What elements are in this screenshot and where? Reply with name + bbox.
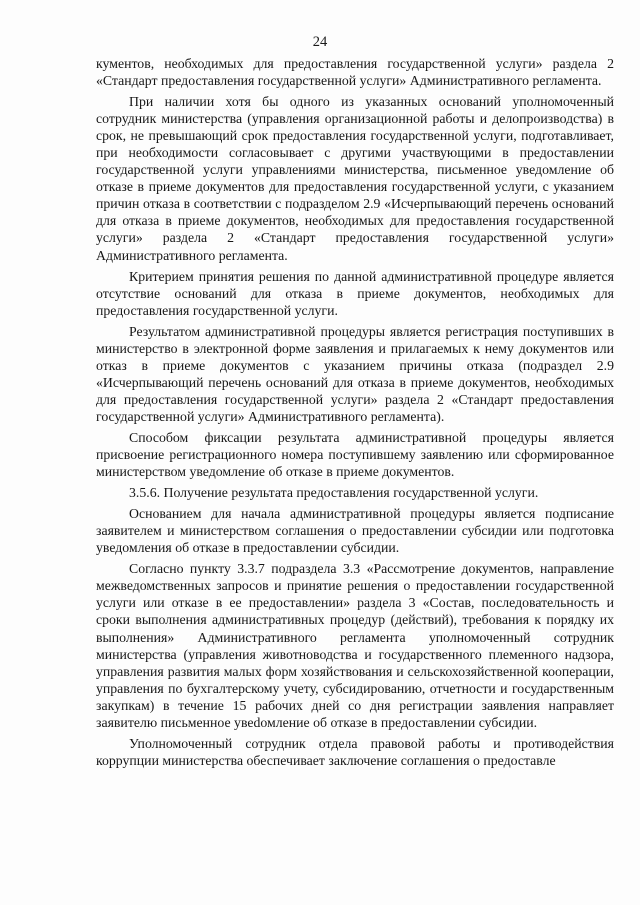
paragraph-refusal-grounds: При наличии хотя бы одного из указанных оснований уполномоченный сотрудник министерства (управления организационной работы и делопроизводства) в срок, не превышающий срок предоставления государственной услуги, подготавливает, при необходимости согласовывает с другими участвующими в предоставлении государственной услуги управлениями министерства, письменное уведомление об отказе в приеме документов для предоставления государственной услуги, с указанием причин отказа в соответствии с подразделом 2.9 «Исчерпывающий перечень оснований для отказа в приеме документов, необходимых для предоставления государственной услуги» раздела 2 «Стандарт предоставления государственной услуги» Административного регламента. [96,94,614,263]
document-body [96,55,614,773]
paragraph-continuation: кументов, необходимых для предоставления государственной услуги» раздела 2 «Стандарт предоставления государственной услуги» Административного регламента. [96,56,614,89]
paragraph-clause-reference: Согласно пункту 3.3.7 подраздела 3.3 «Рассмотрение документов, направление межведомственных запросов и принятие решения о предоставлении государственной услуги или отказе в ее предоставлении» раздела 3 «Состав, последовательность и сроки выполнения административных процедур (действий), требования к порядку их выполнения» Административного регламента уполномоченный сотрудник министерства (управления животноводства и государственного племенного надзора, управления развития малых форм хозяйствования и сельскохозяйственной кооперации, управления по бухгалтерскому учету, субсидированию, отчетности и государственным закупкам) в течение 15 рабочих дней со дня регистрации заявления направляет заявителю письменное увеdомление об отказе в предоставлении субсидии. [96,561,614,730]
paragraph-procedure-result: Результатом административной процедуры является регистрация поступивших в министерство в электронной форме заявления и прилагаемых к нему документов или отказ в приеме документов с указанием причины отказа (подраздел 2.9 «Исчерпывающий перечень оснований для отказа в приеме документов, необходимых для предоставления государственной услуги» раздела 2 «Стандарт предоставления государственной услуги» Административного регламента). [96,323,614,424]
paragraph-fixation-method: Способом фиксации результата административной процедуры является присвоение регистрационного номера поступившему заявлению или сформированное министерством уведомление об отказе в приеме документов. [96,429,614,480]
paragraph-section-heading: 3.5.6. Получение результата предоставления государственной услуги. [129,485,539,501]
paragraph-procedure-basis: Основанием для начала административной процедуры является подписание заявителем и министерством соглашения о предоставлении субсидии или подготовка уведомления об отказе в предоставлении субсидии. [96,506,614,556]
paragraph-decision-criterion: Критерием принятия решения по данной административной процедуре является отсутствие оснований для отказа в приеме документов, необходимых для предоставления государственной услуги. [96,268,614,318]
page-number: 24 [312,34,328,50]
paragraph-legal-department: Уполномоченный сотрудник отдела правовой работы и противодействия коррупции министерства обеспечивает заключение соглашения о предоставле [96,735,614,768]
